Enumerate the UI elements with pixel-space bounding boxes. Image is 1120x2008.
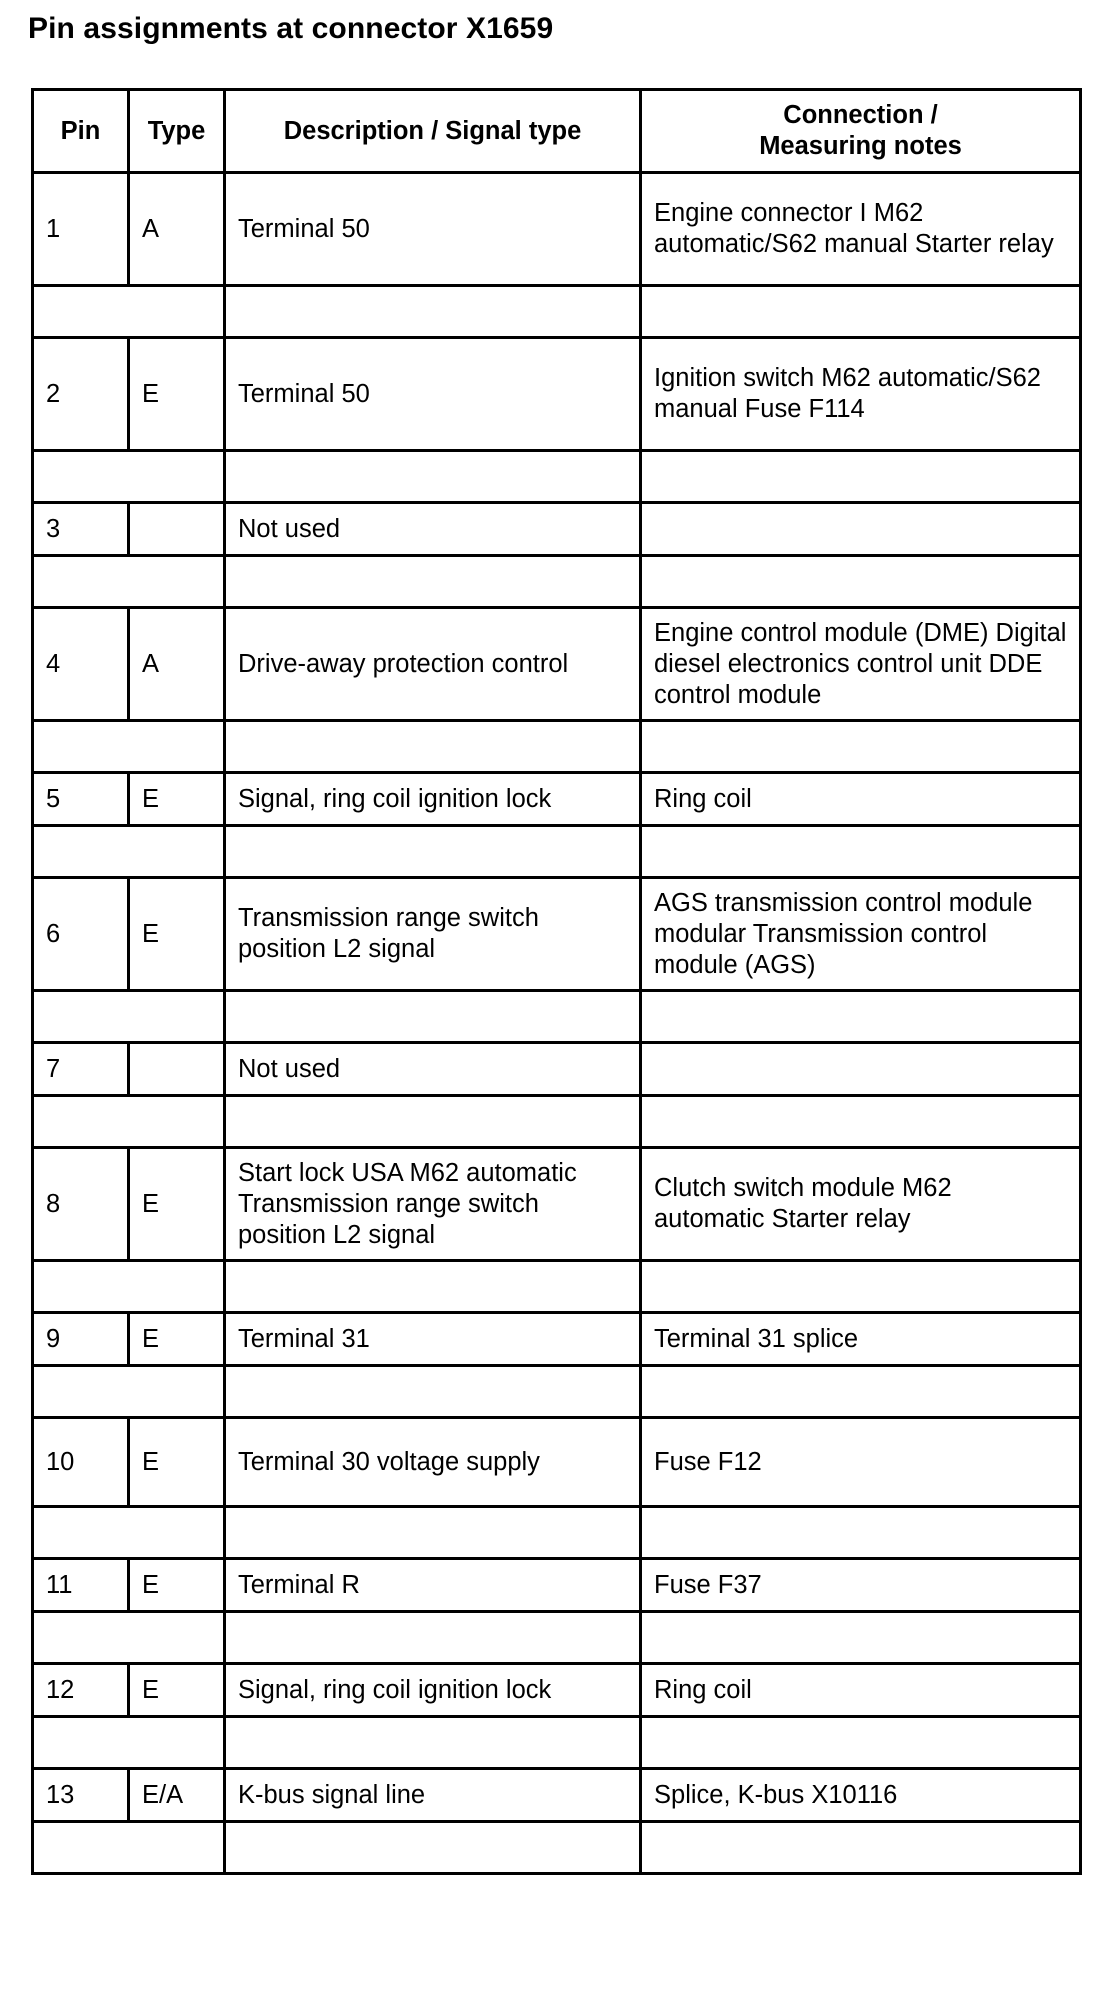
- spacer-cell: [33, 1507, 225, 1559]
- table-row: [33, 608, 1081, 721]
- spacer-cell: [225, 1822, 641, 1874]
- spacer-cell: [225, 721, 641, 773]
- description-cell: Terminal R: [225, 1559, 641, 1612]
- spacer-row: [33, 1507, 1081, 1559]
- connection-cell: [641, 1043, 1081, 1096]
- page-title: Pin assignments at connector X1659: [28, 12, 554, 45]
- spacer-cell: [641, 451, 1081, 503]
- connection-cell: Ignition switch M62 automatic/S62 manual Fuse F114: [641, 338, 1081, 451]
- description-cell: Drive-away protection control: [225, 608, 641, 721]
- column-header-connection-line2: Measuring notes: [759, 132, 962, 160]
- table-header-row: [33, 90, 1081, 173]
- type-cell: E: [129, 1313, 225, 1366]
- description-cell: K-bus signal line: [225, 1769, 641, 1822]
- spacer-cell: [33, 1261, 225, 1313]
- connection-cell: Clutch switch module M62 automatic Starter relay: [641, 1148, 1081, 1261]
- description-cell: Transmission range switch position L2 signal: [225, 878, 641, 991]
- description-cell: Terminal 50: [225, 338, 641, 451]
- spacer-row: [33, 286, 1081, 338]
- spacer-cell: [225, 991, 641, 1043]
- description-cell: Signal, ring coil ignition lock: [225, 773, 641, 826]
- spacer-cell: [33, 1612, 225, 1664]
- spacer-cell: [225, 1096, 641, 1148]
- pin-assignment-table: [31, 88, 1082, 1875]
- pin-rows: [33, 173, 1081, 1874]
- column-header-type: Type: [129, 90, 225, 173]
- connection-cell: Ring coil: [641, 773, 1081, 826]
- table-row: [33, 1313, 1081, 1366]
- table-row: [33, 503, 1081, 556]
- spacer-cell: [641, 286, 1081, 338]
- type-cell: A: [129, 173, 225, 286]
- table-row: [33, 1559, 1081, 1612]
- description-cell: Signal, ring coil ignition lock: [225, 1664, 641, 1717]
- description-cell: Terminal 31: [225, 1313, 641, 1366]
- table-row: [33, 1769, 1081, 1822]
- pin-cell: 9: [33, 1313, 129, 1366]
- description-cell: Terminal 30 voltage supply: [225, 1418, 641, 1507]
- column-header-connection: [641, 90, 1081, 173]
- spacer-cell: [641, 556, 1081, 608]
- pin-cell: 11: [33, 1559, 129, 1612]
- connection-cell: [641, 503, 1081, 556]
- pin-cell: 12: [33, 1664, 129, 1717]
- spacer-cell: [33, 451, 225, 503]
- table-row: [33, 773, 1081, 826]
- spacer-row: [33, 721, 1081, 773]
- spacer-cell: [225, 286, 641, 338]
- type-cell: E/A: [129, 1769, 225, 1822]
- spacer-cell: [641, 1822, 1081, 1874]
- spacer-cell: [225, 1261, 641, 1313]
- spacer-row: [33, 1612, 1081, 1664]
- pin-cell: 5: [33, 773, 129, 826]
- connection-cell: Ring coil: [641, 1664, 1081, 1717]
- spacer-row: [33, 1822, 1081, 1874]
- table-row: [33, 1418, 1081, 1507]
- column-header-connection-line1: Connection /: [783, 101, 938, 129]
- spacer-cell: [225, 451, 641, 503]
- pin-cell: 7: [33, 1043, 129, 1096]
- spacer-row: [33, 826, 1081, 878]
- spacer-cell: [225, 1507, 641, 1559]
- description-cell: Not used: [225, 1043, 641, 1096]
- spacer-cell: [33, 556, 225, 608]
- type-cell: A: [129, 608, 225, 721]
- type-cell: E: [129, 1418, 225, 1507]
- spacer-cell: [641, 826, 1081, 878]
- spacer-cell: [33, 721, 225, 773]
- pin-cell: 6: [33, 878, 129, 991]
- type-cell: E: [129, 1148, 225, 1261]
- table-row: [33, 338, 1081, 451]
- type-cell: E: [129, 773, 225, 826]
- description-cell: Not used: [225, 503, 641, 556]
- spacer-cell: [33, 991, 225, 1043]
- spacer-cell: [33, 1366, 225, 1418]
- spacer-row: [33, 1717, 1081, 1769]
- spacer-row: [33, 556, 1081, 608]
- pin-cell: 13: [33, 1769, 129, 1822]
- spacer-cell: [225, 1717, 641, 1769]
- spacer-cell: [33, 1822, 225, 1874]
- description-cell: Terminal 50: [225, 173, 641, 286]
- spacer-cell: [641, 1366, 1081, 1418]
- spacer-cell: [33, 286, 225, 338]
- spacer-cell: [225, 1366, 641, 1418]
- spacer-cell: [641, 1261, 1081, 1313]
- connection-cell: Terminal 31 splice: [641, 1313, 1081, 1366]
- spacer-cell: [641, 1612, 1081, 1664]
- spacer-cell: [225, 556, 641, 608]
- pin-cell: 1: [33, 173, 129, 286]
- column-header-description: Description / Signal type: [225, 90, 641, 173]
- spacer-cell: [33, 826, 225, 878]
- pin-cell: 3: [33, 503, 129, 556]
- spacer-cell: [641, 1717, 1081, 1769]
- type-cell: E: [129, 1559, 225, 1612]
- spacer-row: [33, 1261, 1081, 1313]
- spacer-cell: [33, 1096, 225, 1148]
- description-cell: Start lock USA M62 automatic Transmission range switch position L2 signal: [225, 1148, 641, 1261]
- spacer-row: [33, 1366, 1081, 1418]
- type-cell: E: [129, 1664, 225, 1717]
- type-cell: [129, 503, 225, 556]
- spacer-cell: [641, 721, 1081, 773]
- connection-cell: Fuse F37: [641, 1559, 1081, 1612]
- spacer-cell: [641, 1096, 1081, 1148]
- spacer-row: [33, 1096, 1081, 1148]
- spacer-cell: [225, 1612, 641, 1664]
- type-cell: E: [129, 878, 225, 991]
- table-row: [33, 173, 1081, 286]
- table-row: [33, 1664, 1081, 1717]
- connection-cell: Fuse F12: [641, 1418, 1081, 1507]
- spacer-row: [33, 451, 1081, 503]
- spacer-cell: [225, 826, 641, 878]
- pin-cell: 2: [33, 338, 129, 451]
- spacer-row: [33, 991, 1081, 1043]
- connection-cell: Engine control module (DME) Digital diesel electronics control unit DDE control module: [641, 608, 1081, 721]
- connection-cell: AGS transmission control module modular Transmission control module (AGS): [641, 878, 1081, 991]
- type-cell: [129, 1043, 225, 1096]
- table-row: [33, 1148, 1081, 1261]
- table-row: [33, 1043, 1081, 1096]
- spacer-cell: [641, 1507, 1081, 1559]
- connection-cell: Splice, K-bus X10116: [641, 1769, 1081, 1822]
- column-header-pin: Pin: [33, 90, 129, 173]
- type-cell: E: [129, 338, 225, 451]
- connection-cell: Engine connector I M62 automatic/S62 manual Starter relay: [641, 173, 1081, 286]
- pin-cell: 8: [33, 1148, 129, 1261]
- table-row: [33, 878, 1081, 991]
- spacer-cell: [641, 991, 1081, 1043]
- spacer-cell: [33, 1717, 225, 1769]
- pin-cell: 10: [33, 1418, 129, 1507]
- pin-cell: 4: [33, 608, 129, 721]
